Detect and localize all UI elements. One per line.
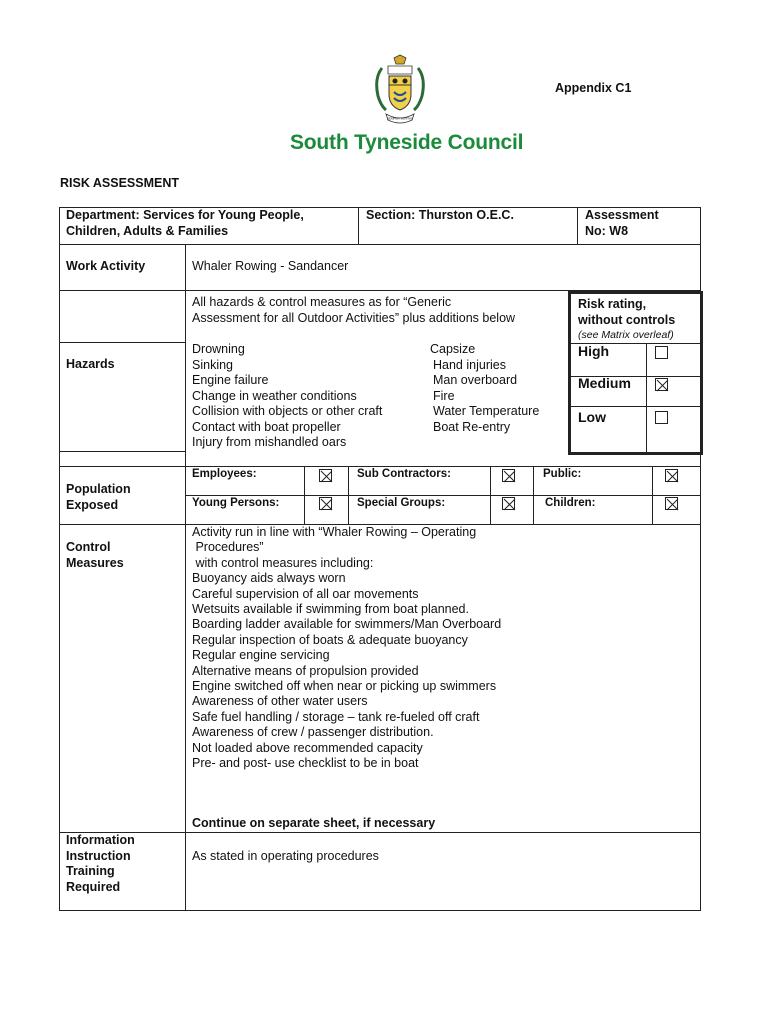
risk-level-medium: Medium [578,375,631,391]
hazard-item: Fire [433,388,455,403]
checkbox-cross-icon [656,379,669,392]
control-measure-line: Alternative means of propulsion provided [192,663,419,678]
section-label: Section: Thurston O.E.C. [366,208,514,222]
department-label-line2: Children, Adults & Families [66,224,229,238]
sub-contractors-checkbox[interactable] [502,469,515,482]
control-measure-line: Wetsuits available if swimming from boat planned. [192,602,469,616]
population-label-line1: Population [66,482,131,496]
control-measure-line: Regular inspection of boats & adequate buoyancy [192,632,468,647]
assessment-label: Assessment [585,208,659,222]
control-measure-line: Safe fuel handling / storage – tank re-fueled off craft [192,709,480,724]
control-measure-line: Boarding ladder available for swimmers/Man Overboard [192,617,502,632]
hazard-item: Change in weather conditions [192,388,357,403]
work-activity-value: Whaler Rowing - Sandancer [192,259,349,273]
control-measure-line: Awareness of crew / passenger distribution. [192,725,434,740]
information-label-line4: Required [66,879,121,894]
hazard-item: Capsize [430,342,476,356]
young-persons-checkbox[interactable] [319,497,332,510]
hazard-item: Hand injuries [433,357,506,372]
risk-medium-checkbox[interactable] [655,378,668,391]
information-label-line3: Training [66,864,115,878]
document-title: RISK ASSESSMENT [60,176,180,190]
hazard-item: Sinking [192,357,233,372]
control-measures-label-line2: Measures [66,556,124,570]
checkbox-cross-icon [503,498,516,511]
checkbox-cross-icon [503,470,516,483]
risk-low-checkbox[interactable] [655,411,668,424]
children-checkbox[interactable] [665,497,678,510]
risk-level-low: Low [578,409,606,425]
employees-checkbox[interactable] [319,469,332,482]
control-measure-line: Regular engine servicing [192,648,330,663]
population-sub-contractors: Sub Contractors: [357,468,451,480]
checkbox-cross-icon [666,470,679,483]
population-public: Public: [543,468,582,480]
continue-note: Continue on separate sheet, if necessary [192,816,436,830]
appendix-label: Appendix C1 [555,81,632,95]
hazard-item: Man overboard [433,373,518,387]
control-measure-line: Not loaded above recommended capacity [192,740,423,755]
control-measure-line: Engine switched off when near or picking up swimmers [192,679,497,693]
risk-high-checkbox[interactable] [655,346,668,359]
risk-rating-note: (see Matrix overleaf) [578,329,674,341]
risk-rating-title-line2: without controls [578,313,676,327]
checkbox-cross-icon [666,498,679,511]
council-name: South Tyneside Council [290,131,524,154]
special-groups-checkbox[interactable] [502,497,515,510]
hazard-item: Drowning [192,342,245,356]
risk-rating-box [568,291,703,455]
risk-level-high: High [578,343,610,359]
hazard-item: Engine failure [192,373,269,387]
control-measure-line: Activity run in line with “Whaler Rowing – Operating [192,525,477,539]
hazards-label: Hazards [66,357,115,371]
population-employees: Employees: [192,468,257,480]
hazard-item: Injury from mishandled oars [192,435,347,449]
hazard-item: Contact with boat propeller [192,419,341,434]
hazards-intro-line1: All hazards & control measures as for “Generic [192,295,452,309]
council-crest-logo [372,54,428,128]
control-measure-line: Buoyancy aids always worn [192,571,346,586]
control-measure-line: Pre- and post- use checklist to be in boat [192,756,419,770]
hazard-item: Collision with objects or other craft [192,404,383,418]
checkbox-cross-icon [320,498,333,511]
department-label-line1: Department: Services for Young People, [66,208,304,222]
hazards-intro-line2: Assessment for all Outdoor Activities” plus additions below [192,311,516,325]
population-young-persons: Young Persons: [192,497,280,509]
control-measure-line: Careful supervision of all oar movements [192,586,419,601]
population-children: Children: [545,497,596,509]
crest-motto: SEMPER VERITAS [386,116,414,121]
information-label-line1: Information [66,833,135,847]
hazard-item: Water Temperature [433,404,540,418]
information-label-line2: Instruction [66,848,131,863]
population-special-groups: Special Groups: [357,497,446,509]
assessment-number: No: W8 [585,224,629,238]
hazard-item: Boat Re-entry [433,419,511,434]
population-label-line2: Exposed [66,498,119,512]
checkbox-cross-icon [320,470,333,483]
control-measure-line: Procedures” [192,540,264,555]
risk-rating-title-line1: Risk rating, [578,297,647,311]
control-measures-label-line1: Control [66,540,111,554]
public-checkbox[interactable] [665,469,678,482]
control-measure-line: Awareness of other water users [192,694,368,709]
control-measure-line: with control measures including: [192,555,374,570]
work-activity-label: Work Activity [66,259,146,273]
information-value: As stated in operating procedures [192,849,379,863]
